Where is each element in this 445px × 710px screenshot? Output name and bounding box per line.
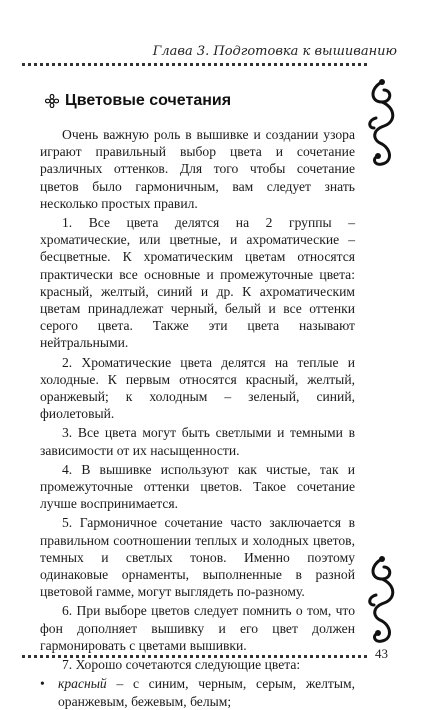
- paragraph: 6. При выборе цветов следует помнить о том, что фон дополняет вышивку и его цвет должен гармонировать с цветами вышивки.: [40, 603, 355, 653]
- footer-divider: [22, 655, 367, 658]
- scroll-ornament-icon: [362, 78, 402, 170]
- section-heading: [45, 92, 231, 110]
- paragraph: 4. В вышивке используют как чистые, так и промежуточные оттенки цветов. Такое сочетание лучше воспринимается.: [40, 461, 355, 512]
- paragraph: 3. Все цвета могут быть светлыми и темными в зависимости от их насыщенности.: [40, 425, 355, 458]
- paragraph: 5. Гармоничное сочетание часто заключается в правильном соотношении теплых и холодных цветов, темных и светлых тонов. Именно поэтому одинаковые орнаменты, выполненные в разной цветовой гамме, могут выглядеть по-разному.: [40, 515, 355, 600]
- list-item-text: [58, 675, 355, 709]
- paragraph: Очень важную роль в вышивке и создании узора играют правильный выбор цвета и сочетание различных оттенков. Для того чтобы сочетание цветов было гармоничным, вам следует знать несколько простых правил.: [40, 127, 355, 211]
- bullet: •: [40, 676, 45, 692]
- paragraph: 7. Хорошо сочетаются следующие цвета:: [62, 657, 301, 673]
- header-divider: [22, 63, 367, 66]
- flower-icon: [45, 94, 59, 108]
- scroll-ornament-icon: [362, 555, 402, 647]
- running-header: Глава 3. Подготовка к вышиванию: [152, 44, 397, 59]
- body-text: [40, 126, 355, 710]
- section-title: Цветовые сочетания: [65, 92, 232, 109]
- list-item: [40, 675, 355, 709]
- paragraph: 1. Все цвета делятся на 2 группы – хроматические, или цветные, и ахроматические – бесцветные. К хроматическим цветам относятся практически все основные и промежуточные цвета: красный, желтый, синий и др. К ахроматическим цветам принадлежат черный, белый и все оттенки серого цвета. Также эти цвета называют нейтральными.: [40, 215, 355, 351]
- paragraph: 2. Хроматические цвета делятся на теплые и холодные. К первым относятся красный, желтый, оранжевый; к холодным – зеленый, синий, фиолетовый.: [40, 354, 355, 422]
- color-term: красный: [58, 676, 107, 692]
- color-pairs: – с синим, черным, серым, желтым, оранжевым, бежевым, белым;: [58, 676, 355, 709]
- page-number: 43: [375, 646, 388, 661]
